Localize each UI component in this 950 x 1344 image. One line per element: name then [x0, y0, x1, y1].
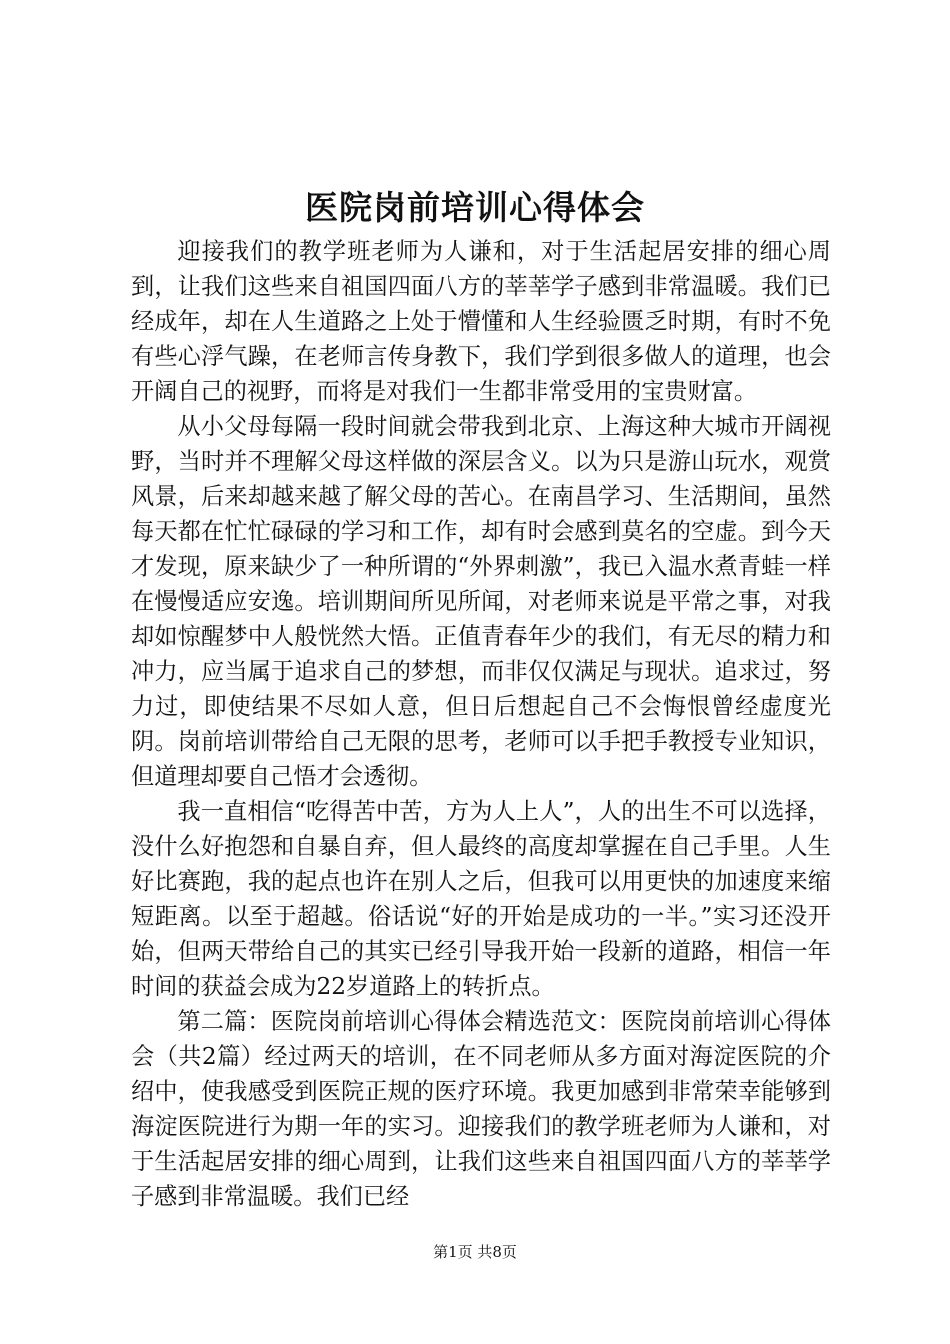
- paragraph-3: 我一直相信“吃得苦中苦，方为人上人”，人的出生不可以选择，没什么好抱怨和自暴自弃，但人最终的高度却掌握在自己手里。人生好比赛跑，我的起点也许在别人之后，但我可以用更快的加速度来缩短距离。以至于超越。俗话说“好的开始是成功的一半。”实习还没开始，但两天带给自己的其实已经引导我开始一段新的道路，相信一年时间的获益会成为22岁道路上的转折点。: [131, 798, 831, 1000]
- paragraph-4: 第二篇：医院岗前培训心得体会精选范文：医院岗前培训心得体会（共2篇）经过两天的培训，在不同老师从多方面对海淀医院的介绍中，使我感受到医院正规的医疗环境。我更加感到非常荣幸能够到海淀医院进行为期一年的实习。迎接我们的教学班老师为人谦和，对于生活起居安排的细心周到，让我们这些来自祖国四面八方的莘莘学子感到非常温暖。我们已经: [131, 1008, 831, 1210]
- paragraph-2: 从小父母每隔一段时间就会带我到北京、上海这种大城市开阔视野，当时并不理解父母这样做的深层含义。以为只是游山玩水，观赏风景，后来却越来越了解父母的苦心。在南昌学习、生活期间，虽然每天都在忙忙碌碌的学习和工作，却有时会感到莫名的空虚。到今天才发现，原来缺少了一种所谓的“外界刺激”，我已入温水煮青蛙一样在慢慢适应安逸。培训期间所见所闻，对老师来说是平常之事，对我却如惊醒梦中人般恍然大悟。正值青春年少的我们，有无尽的精力和冲力，应当属于追求自己的梦想，而非仅仅满足与现状。追求过，努力过，即使结果不尽如人意，但日后想起自己不会悔恨曾经虚度光阴。岗前培训带给自己无限的思考，老师可以手把手教授专业知识，但道理却要自己悟才会透彻。: [131, 413, 831, 790]
- page-number-footer: 第1页 共8页: [433, 1243, 517, 1261]
- document-body: [131, 234, 831, 1214]
- document-title: 医院岗前培训心得体会: [305, 188, 645, 227]
- paragraph-1: 迎接我们的教学班老师为人谦和，对于生活起居安排的细心周到，让我们这些来自祖国四面八方的莘莘学子感到非常温暖。我们已经成年，却在人生道路之上处于懵懂和人生经验匮乏时期，有时不免有些心浮气躁，在老师言传身教下，我们学到很多做人的道理，也会开阔自己的视野，而将是对我们一生都非常受用的宝贵财富。: [131, 238, 831, 405]
